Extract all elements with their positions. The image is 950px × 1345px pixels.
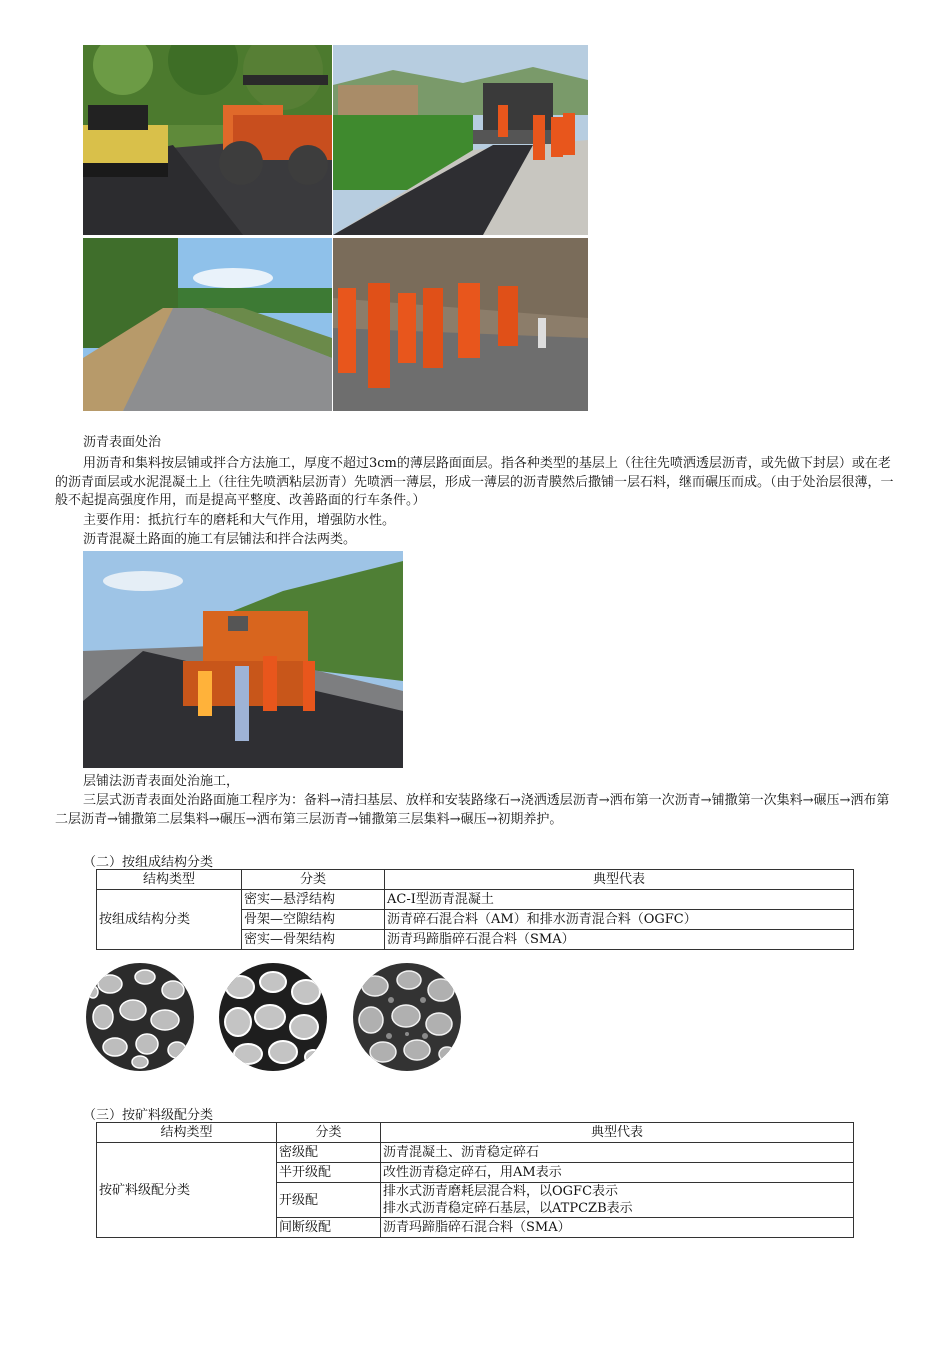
- example-cell: 沥青玛蹄脂碎石混合料（SMA）: [381, 1218, 854, 1238]
- table-row: [97, 1143, 854, 1163]
- paragraph-main-function: 主要作用：抵抗行车的磨耗和大气作用，增强防水性。: [83, 513, 396, 528]
- example-cell: AC-I型沥青混凝土: [385, 890, 854, 910]
- workers-spreading-photo: [333, 238, 588, 411]
- example-line: 排水式沥青稳定碎石基层，以ATPCZB表示: [383, 1201, 633, 1216]
- header-cell: 分类: [242, 870, 385, 890]
- table-header-row: [97, 870, 854, 890]
- category-cell: 半开级配: [277, 1163, 381, 1183]
- group-label-cell: 按矿料级配分类: [97, 1143, 277, 1238]
- heading-surface-treatment: 沥青表面处治: [83, 435, 162, 450]
- paragraph-definition: 用沥青和集料按层铺或拌合方法施工，厚度不超过3cm的薄层路面面层。指各种类型的基层上（往往先喷洒透层沥青，或先做下封层）或在老的沥青面层或水泥混凝土上（往往先喷洒粘层沥青）先喷洒一薄层，形成一薄层的沥青膜然后撒铺一层石料，继而碾压而成。（由于处治层很薄，一般不起提高强度作用，而是提高平整度、改善路面的行车条件。）: [55, 456, 894, 508]
- chip-spreader-truck-photo: [83, 551, 403, 768]
- category-cell: 密实—骨架结构: [242, 930, 385, 950]
- table-row: [97, 890, 854, 910]
- paragraph-procedure: 三层式沥青表面处治路面施工程序为：备料→清扫基层、放样和安装路缘石→浇洒透层沥青→洒布第一次沥青→铺撒第一次集料→碾压→洒布第二层沥青→铺撒第二层集料→碾压→洒布第三层沥青→铺撒第三层集料→碾压→初期养护。: [55, 793, 890, 827]
- header-cell: 结构类型: [97, 1123, 277, 1143]
- section3-title: （三）按矿料级配分类: [83, 1108, 214, 1123]
- dense-suspended-structure-image: [85, 962, 195, 1072]
- section2-title: （二）按组成结构分类: [83, 855, 214, 870]
- skeleton-void-structure-image: [218, 962, 328, 1072]
- dense-skeleton-structure-image: [351, 962, 463, 1072]
- example-cell: 沥青混凝土、沥青稳定碎石: [381, 1143, 854, 1163]
- category-cell: 密实—悬浮结构: [242, 890, 385, 910]
- example-cell: 沥青玛蹄脂碎石混合料（SMA）: [385, 930, 854, 950]
- gradation-classification-table: [96, 1122, 854, 1238]
- header-cell: 典型代表: [385, 870, 854, 890]
- group-label-cell: 按组成结构分类: [97, 890, 242, 950]
- example-line: 排水式沥青磨耗层混合料，以OGFC表示: [383, 1184, 619, 1199]
- example-cell: 改性沥青稳定碎石，用AM表示: [381, 1163, 854, 1183]
- composition-structure-table: [96, 869, 854, 950]
- table-header-row: [97, 1123, 854, 1143]
- paragraph-construction-methods: 沥青混凝土路面的施工有层铺法和拌合法两类。: [83, 532, 357, 547]
- category-cell: 间断级配: [277, 1218, 381, 1238]
- category-cell: 密级配: [277, 1143, 381, 1163]
- asphalt-paver-photo: [333, 45, 588, 235]
- paragraph-layer-method: 层铺法沥青表面处治施工，: [83, 774, 240, 789]
- header-cell: 结构类型: [97, 870, 242, 890]
- finished-road-photo: [83, 238, 332, 411]
- category-cell: 骨架—空隙结构: [242, 910, 385, 930]
- category-cell: 开级配: [277, 1183, 381, 1218]
- example-cell: 沥青碎石混合料（AM）和排水沥青混合料（OGFC）: [385, 910, 854, 930]
- example-cell: [381, 1183, 854, 1218]
- header-cell: 典型代表: [381, 1123, 854, 1143]
- header-cell: 分类: [277, 1123, 381, 1143]
- road-roller-photo: [83, 45, 332, 235]
